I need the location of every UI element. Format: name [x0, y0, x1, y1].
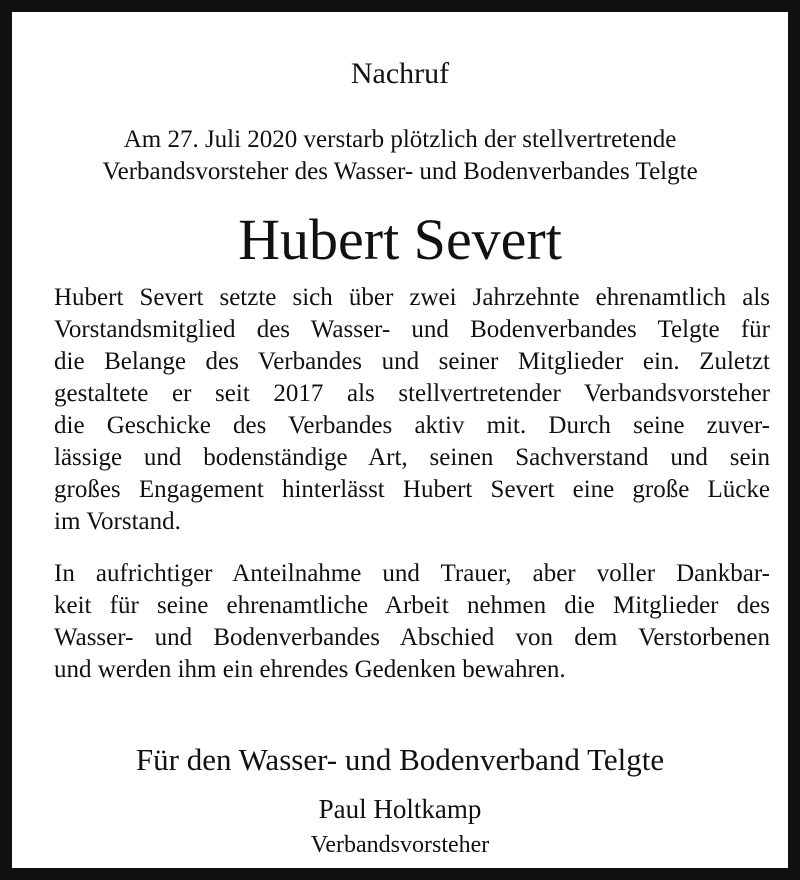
paragraph-line: lässige und bodenständige Art, seinen Sachverstand und sein: [54, 444, 770, 471]
paragraph-line: die Geschicke des Verbandes aktiv mit. Durch seine zuver-: [54, 412, 770, 439]
deceased-name: Hubert Severt: [238, 207, 562, 272]
paragraph-line: keit für seine ehrenamtliche Arbeit nehmen die Mitglieder des: [54, 592, 770, 619]
paragraph-line: Hubert Severt setzte sich über zwei Jahrzehnte ehrenamtlich als: [54, 284, 770, 311]
paragraph-line: Wasser- und Bodenverbandes Abschied von dem Verstorbenen: [54, 624, 770, 651]
signer-role: Verbandsvorsteher: [310, 832, 490, 858]
signer-name: Paul Holtkamp: [318, 794, 482, 824]
signoff-line: Für den Wasser- und Bodenverband Telgte: [135, 742, 665, 777]
intro-line: Verbandsvorsteher des Wasser- und Bodenverbandes Telgte: [102, 158, 698, 185]
paragraph-line: Vorstandsmitglied des Wasser- und Bodenverbandes Telgte für: [54, 316, 770, 343]
intro-line: Am 27. Juli 2020 verstarb plötzlich der stellvertretende: [123, 126, 677, 153]
paragraph-line: im Vorstand.: [54, 508, 181, 535]
paragraph-line: die Belange des Verbandes und seiner Mitglieder ein. Zuletzt: [54, 348, 770, 375]
notice-heading: Nachruf: [350, 57, 450, 90]
paragraph-line: großes Engagement hinterlässt Hubert Severt eine große Lücke: [54, 476, 770, 503]
paragraph-line: gestaltete er seit 2017 als stellvertretender Verbandsvorsteher: [54, 380, 770, 407]
paragraph-line: und werden ihm ein ehrendes Gedenken bewahren.: [54, 656, 566, 683]
paragraph-line: In aufrichtiger Anteilnahme und Trauer, aber voller Dankbar-: [54, 560, 770, 587]
